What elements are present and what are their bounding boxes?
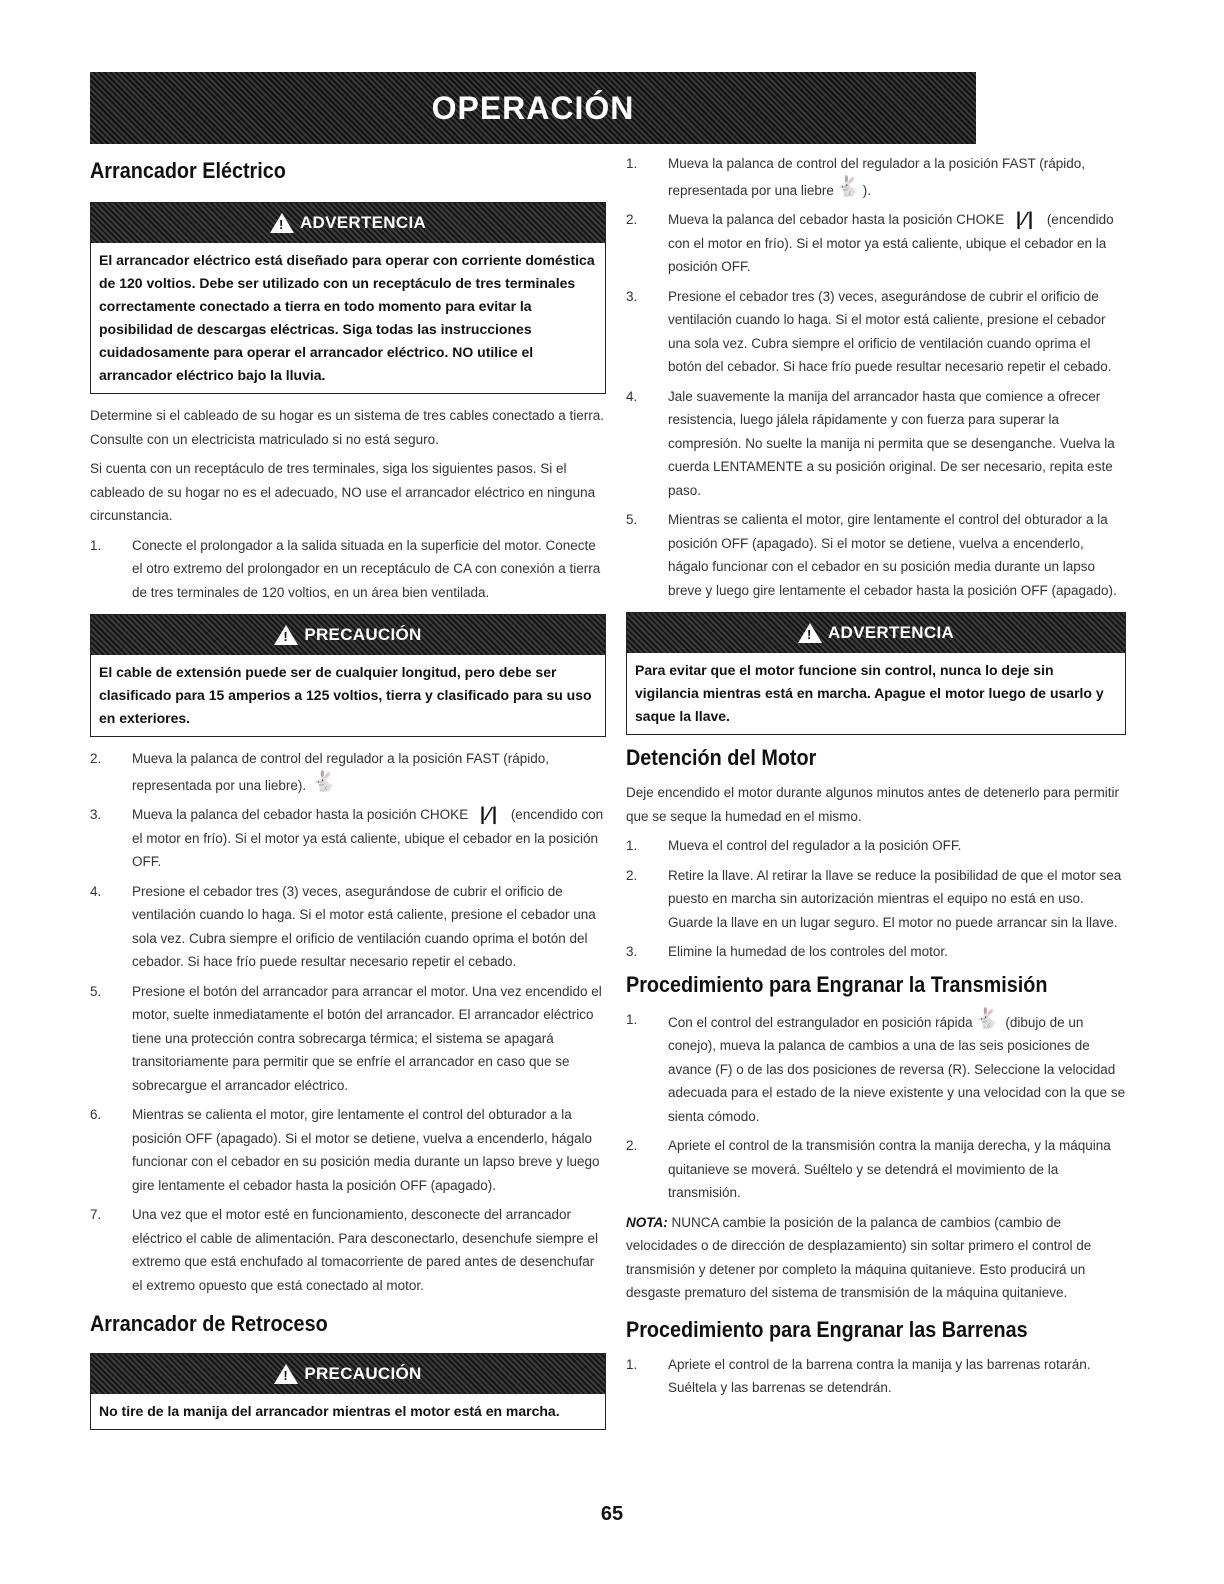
list-item: 1. Mueva la palanca de control del regulador a la posición FAST (rápido, representada por una liebre 🐇 ). <box>626 156 1085 198</box>
list-item: 1. Conecte el prolongador a la salida situada en la superficie del motor. Conecte el otro extremo del prolongador en un receptáculo de CA con conexión a tierra de tres terminales de 120 voltios, en un área bien ventilada. <box>90 537 601 600</box>
paragraph-stop: Deje encendido el motor durante algunos minutos antes de detenerlo para permitir que se seque la humedad en el mismo. <box>626 785 1120 824</box>
hare-icon: 🐇 <box>311 770 337 793</box>
caution-header <box>91 615 605 655</box>
list-item: 3. Presione el cebador tres (3) veces, asegurándose de cubrir el orificio de ventilación cuando lo haga. Si el motor está caliente, presione el cebador una sola vez. Cubra siempre el orificio de ventilación cuando oprima el botón del cebador. Si hace frío puede resultar necesario repetir el cebado. <box>626 288 1112 374</box>
warning-header <box>91 203 605 243</box>
heading-electric-starter: Arrancador Eléctrico <box>90 158 286 183</box>
heading-stopping-engine: Detención del Motor <box>626 745 817 770</box>
warning-label: ADVERTENCIA <box>299 213 427 232</box>
note-paragraph: NOTA: NUNCA cambie la posición de la palanca de cambios (cambio de velocidades o de dirección de desplazamiento) sin soltar primero el control de transmisión y detener por completo la máquina quitanieve. Esto producirá un desgaste prematuro del sistema de transmisión de la máquina quitanieve. <box>626 1214 1092 1300</box>
list-item: 7. Una vez que el motor esté en funcionamiento, desconecte del arrancador eléctrico el cable de alimentación. Para desconectarlo, desenchufe siempre el extremo que está enchufado al tomacorriente de pared antes de desenchufar el extremo opuesto que está conectado al motor. <box>90 1207 599 1293</box>
list-item: 5. Presione el botón del arrancador para arrancar el motor. Una vez encendido el motor, suelte inmediatamente el botón del arrancador. El arrancador eléctrico tiene una protección contra sobrecarga térmica; el sistema se apagará transitoriamente para permitir que se enfríe el arrancador en caso que se sobrecargue el arrancador eléctrico. <box>90 983 602 1093</box>
caution-header <box>91 1354 605 1394</box>
list-item: 1. Mueva el control del regulador a la posición OFF. <box>626 838 962 853</box>
warning-triangle-icon: ! <box>798 623 822 643</box>
list-item: 1. Apriete el control de la barrena contra la manija y las barrenas rotarán. Suéltela y las barrenas se detendrán. <box>626 1356 1091 1395</box>
list-item: 2. Apriete el control de la transmisión contra la manija derecha, y la máquina quitanieve se moverá. Suéltelo y se detendrá el movimiento de la transmisión. <box>626 1138 1111 1200</box>
heading-engage-transmission: Procedimiento para Engranar la Transmisión <box>626 971 1048 997</box>
list-item: 5. Mientras se calienta el motor, gire lentamente el control del obturador a la posición OFF (apagado). Si el motor se detiene, vuelva a encenderlo, hágalo funcionar con el cebador en su posición media durante un lapso breve y luego gire lentamente el cebador hasta la posición OFF (apagado). <box>626 512 1117 598</box>
list-item: 4. Presione el cebador tres (3) veces, asegurándose de cubrir el orificio de ventilación cuando lo haga. Si el motor está caliente, presione el cebador una sola vez. Cubra siempre el orificio de ventilación cuando oprima el botón del cebador. Si hace frío puede resultar necesario repetir el cebado. <box>90 883 596 969</box>
warning-text: Para evitar que el motor funcione sin control, nunca lo deje sin vigilancia mientras está en marcha. Apague el motor luego de usarlo y saque la llave. <box>635 662 1104 724</box>
list-item: 2. Retire la llave. Al retirar la llave se reduce la posibilidad de que el motor sea puesto en marcha sin autorización mientras el equipo no está en uso. Guarde la llave en un lugar seguro. El motor no puede arrancar sin la llave. <box>626 867 1122 930</box>
warning-box-electric <box>90 202 606 394</box>
list-item: 3. Elimine la humedad de los controles del motor. <box>626 944 948 959</box>
warning-triangle-icon: ! <box>270 213 294 233</box>
paragraph-wiring: Determine si el cableado de su hogar es un sistema de tres cables conectado a tierra. Consulte con un electricista matriculado si no está seguro. <box>90 408 605 447</box>
note-label: NOTA: <box>626 1214 668 1230</box>
list-item: 1. Con el control del estrangulador en posición rápida 🐇 (dibujo de un conejo), mueva la palanca de cambios a una de las seis posiciones de avance (F) o de las dos posiciones de reversa (R). Seleccione la velocidad adecuada para el estado de la nieve existente y una velocidad con la que se sienta cómodo. <box>626 1007 1126 1124</box>
hare-icon: 🐇 <box>835 175 861 198</box>
caution-text: No tire de la manija del arrancador mientras el motor está en marcha. <box>99 1403 560 1419</box>
caution-box-extension <box>90 614 606 737</box>
heading-recoil-starter: Arrancador de Retroceso <box>90 1311 328 1336</box>
warning-header <box>627 613 1125 653</box>
page-number: 65 <box>600 1503 624 1525</box>
caution-triangle-icon: ! <box>274 1364 298 1384</box>
choke-icon: |⁄| <box>479 804 500 824</box>
caution-triangle-icon: ! <box>274 625 298 645</box>
page-banner <box>90 72 976 144</box>
list-item: 2. Mueva la palanca de control del regulador a la posición FAST (rápido, representada por una liebre). 🐇 <box>90 751 549 793</box>
warning-label: ADVERTENCIA <box>827 623 955 642</box>
caution-text: El cable de extensión puede ser de cualquier longitud, pero debe ser clasificado para 15 amperios a 125 voltios, tierra y clasificado para su uso en exteriores. <box>99 664 592 726</box>
choke-icon: |⁄| <box>1015 209 1036 229</box>
list-item: 6. Mientras se calienta el motor, gire lentamente el control del obturador a la posición OFF (apagado). Si el motor se detiene, vuelva a encenderlo, hágalo funcionar con el cebador en su posición media durante un lapso breve y luego gire lentamente el cebador hasta la posición OFF (apagado). <box>90 1107 600 1193</box>
caution-label: PRECAUCIÓN <box>304 1364 422 1383</box>
hare-icon: 🐇 <box>974 1007 1000 1030</box>
caution-label: PRECAUCIÓN <box>304 625 422 644</box>
warning-box-unattended <box>626 612 1126 735</box>
paragraph-receptacle: Si cuenta con un receptáculo de tres terminales, siga los siguientes pasos. Si el cableado de su hogar no es el adecuado, NO use el arrancador eléctrico en ninguna circunstancia. <box>90 461 596 523</box>
right-column <box>626 152 1126 1406</box>
list-item: 4. Jale suavemente la manija del arrancador hasta que comience a ofrecer resistencia, luego jálela rápidamente y con fuerza para superar la compresión. No suelte la manija ni permita que se desenganche. Vuelva la cuerda LENTAMENTE a su posición original. De ser necesario, repita este paso. <box>626 388 1115 498</box>
list-item: 2. Mueva la palanca del cebador hasta la posición CHOKE |⁄| (encendido con el motor en frío). Si el motor ya está caliente, ubique el cebador en la posición OFF. <box>626 209 1114 274</box>
list-item: 3. Mueva la palanca del cebador hasta la posición CHOKE |⁄| (encendido con el motor en frío). Si el motor ya está caliente, ubique el cebador en la posición OFF. <box>90 804 604 869</box>
banner-title: OPERACIÓN <box>431 89 635 126</box>
heading-engage-augers: Procedimiento para Engranar las Barrenas <box>626 1316 1028 1342</box>
left-column <box>90 150 606 1440</box>
warning-text: El arrancador eléctrico está diseñado para operar con corriente doméstica de 120 voltios. Debe ser utilizado con un receptáculo de tres terminales correctamente conectado a tierra en todo momento para evitar la posibilidad de descargas eléctricas. Siga todas las instrucciones cuidadosamente para operar el arrancador eléctrico. NO utilice el arrancador eléctrico bajo la lluvia. <box>99 252 595 383</box>
caution-box-recoil <box>90 1353 606 1430</box>
